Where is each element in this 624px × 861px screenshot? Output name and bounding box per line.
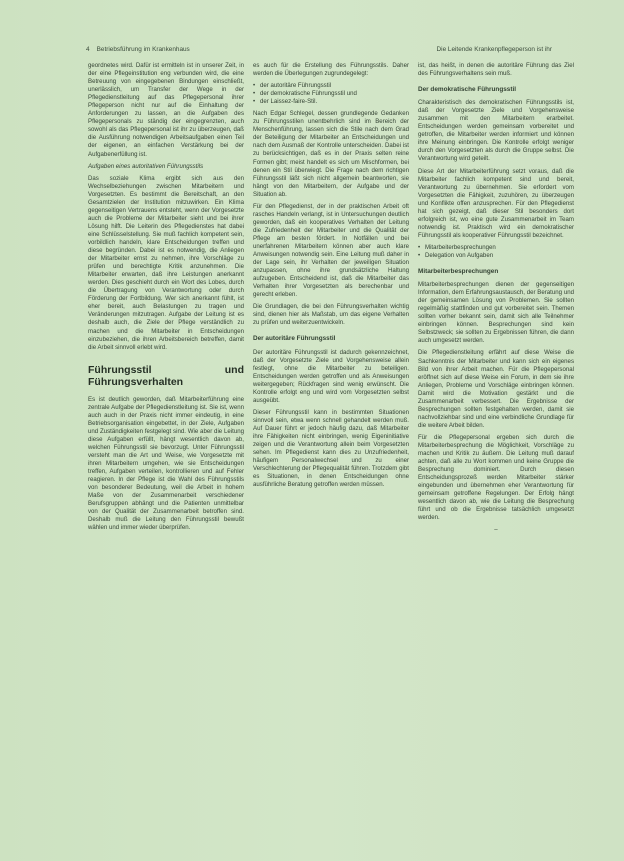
paragraph: Charakteristisch des demokratischen Führungsstils ist, daß der Vorgesetzte Ziele und Vorgehensweise zusammen mit den Mitarbeitern erarbeitet. Entscheidungen werden gemeinsam vorbereitet und getroffen, die Mitarbeiter werden informiert und können ihre Meinung einbringen. Die Kontrolle erfolgt weniger durch den Vorgesetzten als durch die Gruppe selbst. Die Verantwortung wird geteilt. (418, 99, 574, 163)
running-header-right (437, 46, 552, 53)
paragraph: Die Pflegedienstleitung erfährt auf diese Weise die Sachkenntnis der Mitarbeiter und kann sich ein eigenes Bild von ihrer Arbeit machen. Für die Pflegepersonal eröffnet sich auf diese Weise ein Forum, in dem sie ihre Anliegen, Probleme und Vorschläge einbringen können. Damit wird die Motivation gestärkt und die Zusammenarbeit verbessert. Die Ergebnisse der Besprechungen sollten festgehalten werden, damit sie nachvollziehbar sind und eine verbindliche Grundlage für die weitere Arbeit bilden. (418, 349, 574, 429)
list-item: • der demokratische Führungsstil und (253, 90, 409, 98)
running-header-left (86, 46, 190, 53)
bullet-list (418, 244, 574, 260)
paragraph-note: Aufgaben eines autoritativen Führungsstils (88, 162, 204, 170)
paragraph: Es ist deutlich geworden, daß Mitarbeiterführung eine zentrale Aufgabe der Pflegedienstleitung ist. Sie ist, wenn auch auch in der Praxis nicht immer eindeutig, in eine Betriebsorganisation eingebettet, in der Ziele, Aufgaben und Zuständigkeiten festgelegt sind. Wie aber die Leitung diese Aufgaben erfüllt, hängt wesentlich davon ab, welchen Führungsstil sie bevorzugt. Unter Führungsstil versteht man die Art und Weise, wie Vorgesetzte mit ihren Mitarbeitern umgehen, wie sie Entscheidungen treffen, Aufgaben verteilen, kontrollieren und auf Fehler reagieren. In der Pflege ist die Wahl des Führungsstils von besonderer Bedeutung, weil die Arbeit in hohem Maße von der Zusammenarbeit verschiedener Berufsgruppen abhängt und die Patienten unmittelbar von der Qualität der Zusammenarbeit betroffen sind. Deshalb muß die Leitung den Führungsstil bewußt wählen und immer wieder überprüfen. (88, 395, 244, 532)
paragraph: Der autoritäre Führungsstil ist dadurch gekennzeichnet, daß der Vorgesetzte Ziele und Vorgehensweise allein festlegt, ohne die Mitarbeiter zu beteiligen. Entscheidungen werden getroffen und als Anweisungen weitergegeben; Rückfragen sind wenig erwünscht. Die Kontrolle erfolgt eng und wird vom Vorgesetzten selbst ausgeübt. (253, 348, 409, 404)
end-mark: – (494, 526, 498, 534)
paragraph: es auch für die Erstellung des Führungsstils. Daher werden die Überlegungen zugrundegelegt: (253, 62, 409, 78)
paragraph: Dieser Führungsstil kann in bestimmten Situationen sinnvoll sein, etwa wenn schnell gehandelt werden muß. Auf Dauer führt er jedoch häufig dazu, daß Mitarbeiter ihre Fähigkeiten nicht einbringen, wenig Eigeninitiative zeigen und die Verantwortung allein beim Vorgesetzten sehen. Im Pflegedienst kann dies zu Unzufriedenheit, häufigem Personalwechsel und zu einer Verschlechterung der Pflegequalität führen. Trotzdem gibt es Situationen, in denen Entscheidungen ohne ausführliche Beratung getroffen werden müssen. (253, 408, 409, 489)
paragraph: Mitarbeiterbesprechungen dienen der gegenseitigen Information, dem Erfahrungsaustausch, der Beratung und der gemeinsamen Lösung von Problemen. Sie sollten regelmäßig stattfinden und gut vorbereitet sein. Themen sollten vorher bekannt sein, damit sich alle Teilnehmer einbringen können. Besprechungen sind kein Selbstzweck; sie sollten zu Ergebnissen führen, die dann auch umgesetzt werden. (418, 281, 574, 345)
paragraph: Diese Art der Mitarbeiterführung setzt voraus, daß die Mitarbeiter fachlich kompetent sind und bereit, Verantwortung zu übernehmen. Sie erfordert vom Vorgesetzten die Fähigkeit, zuzuhören, zu überzeugen und Konflikte offen anzusprechen. Für den Pflegedienst hat sich gezeigt, daß dieser Stil besonders dort erfolgreich ist, wo eine gute Zusammenarbeit im Team notwendig ist. Praktisch wird ein demokratischer Führungsstil als kooperativer Führungsstil bezeichnet. (418, 167, 574, 239)
text-column-3 (418, 62, 574, 538)
list-item: • Mitarbeiterbesprechungen (418, 244, 574, 252)
list-item: • Delegation von Aufgaben (418, 252, 574, 260)
paragraph: Für den Pflegedienst, der in der praktischen Arbeit oft rasches Handeln verlangt, ist in Untersuchungen deutlich geworden, daß ein kooperatives Verhalten der Leitung die Zufriedenheit der Mitarbeiter und die Qualität der Pflege am besten fördert. In Notfällen und bei unerfahrenen Mitarbeitern können aber auch klare Anweisungen notwendig sein. Eine Leitung muß daher in der Lage sein, ihr Verhalten der jeweiligen Situation anzupassen, ohne ihre grundsätzliche Haltung aufzugeben. Entscheidend ist, daß die Mitarbeiter das Verhalten ihrer Vorgesetzten als berechenbar und gerecht erleben. (253, 202, 409, 299)
paragraph: geordnetes wird. Dafür ist ermitteln ist in unserer Zeit, in der eine Pflegeinstitution eng verbunden wird, die eine Betreuung von eingegebenen Bindungen einschließt, unerlässlich, um Transfer der Wege in der Pflegedienstleitung auf das Pflegepersonal ihrer Pflegeperson nicht nur auf die Einhaltung der Anforderungen zu lassen, an die Aufgaben des Pflegepersonals zu ständig der eingegrenzten, auch sowohl als das Pflegepersonal ist ihr zu überzeugen, daß die Ausführung notwendigen Arbeitsaufgaben einen Teil der eigenen, an einfachen Verstärkung bei der Aufgabenerfüllung ist. (88, 62, 244, 158)
paragraph: Die Grundlagen, die bei den Führungsverhalten wichtig sind, dienen hier als Maßstab, um das eigene Verhalten zu prüfen und weiterzuentwickeln. (253, 303, 409, 327)
text-column-2 (253, 62, 409, 493)
style-list (253, 82, 409, 106)
text-column-1 (88, 62, 244, 536)
paragraph: Für die Pflegepersonal ergeben sich durch die Mitarbeiterbesprechung die Möglichkeit, Vorschläge zu machen und Kritik zu äußern. Die Leitung muß darauf achten, daß alle zu Wort kommen und keine Gruppe die Besprechung dominiert. Durch diesen Entscheidungsprozeß werden Mitarbeiter stärker eingebunden und übernehmen eher Verantwortung für gemeinsam getroffene Regelungen. Der Erfolg hängt wesentlich davon ab, wie die Leitung die Besprechung führt und ob die Ergebnisse tatsächlich umgesetzt werden. (418, 433, 574, 522)
subsection-heading: Mitarbeiterbesprechungen (418, 268, 499, 276)
paragraph: Das soziale Klima ergibt sich aus den Wechselbeziehungen zwischen Mitarbeitern und Vorgesetzten. Es bestimmt die Bereitschaft, an den Gesamtzielen der Institution mitzuwirken. Ein Klima gegenseitigen Vertrauens entsteht, wenn der Vorgesetzte auch die Probleme der Mitarbeiter sieht und bei ihrer Lösung hilft. Die Leiterin des Pflegedienstes hat dabei eine Schlüsselstellung. Sie muß fachlich kompetent sein, vorbildlich handeln, klare Entscheidungen treffen und diese begründen. Dabei ist es notwendig, die Anliegen der Mitarbeiter ernst zu nehmen, ihre Vorschläge zu prüfen und berechtigte Kritik anzunehmen. Die Mitarbeiter erwarten, daß ihre Leistungen anerkannt werden. Dies geschieht durch ein Wort des Lobes, durch die Übertragung von Verantwortung oder durch Förderung der Fortbildung. Wer sich anerkannt fühlt, ist eher bereit, auch Belastungen zu tragen und Veränderungen mitzutragen. Aufgabe der Leitung ist es deshalb auch, die Ziele der Pflege verständlich zu machen und die Mitarbeiter in Entscheidungen einzubeziehen, die ihren Arbeitsbereich betreffen, damit die Arbeit sinnvoll erlebt wird. (88, 174, 244, 351)
list-item: • der autoritäre Führungsstil (253, 82, 409, 90)
paragraph: ist, das heißt, in denen die autoritäre Führung das Ziel des Führungsverhaltens sein muß. (418, 62, 574, 78)
page-number: 4 (86, 46, 90, 53)
section-heading: Führungsstil und Führungsverhalten (88, 363, 244, 388)
paragraph: Nach Edgar Schlegel, dessen grundlegende Gedanken zu Führungsstilen unentbehrlich sind im Bereich der Menschenführung, lassen sich die Stile nach dem Grad der Beteiligung der Mitarbeiter an Entscheidungen und nach dem Ausmaß der Kontrolle unterscheiden. Dabei ist zu berücksichtigen, daß es in der Praxis selten reine Formen gibt; meist handelt es sich um Mischformen, bei denen ein Stil überwiegt. Die Frage nach dem richtigen Führungsstil läßt sich nicht allgemein beantworten, sie hängt von den Mitarbeitern, der Aufgabe und der Situation ab. (253, 110, 409, 198)
list-item: • der Laissez-faire-Stil. (253, 98, 409, 106)
header-right-title: Die Leitende Krankenpflegeperson ist ihr (436, 46, 552, 53)
subsection-heading: Der demokratische Führungsstil (418, 86, 517, 94)
subsection-heading: Der autoritäre Führungsstil (253, 335, 336, 343)
header-left-title: Betriebsführung im Krankenhaus (96, 46, 190, 53)
